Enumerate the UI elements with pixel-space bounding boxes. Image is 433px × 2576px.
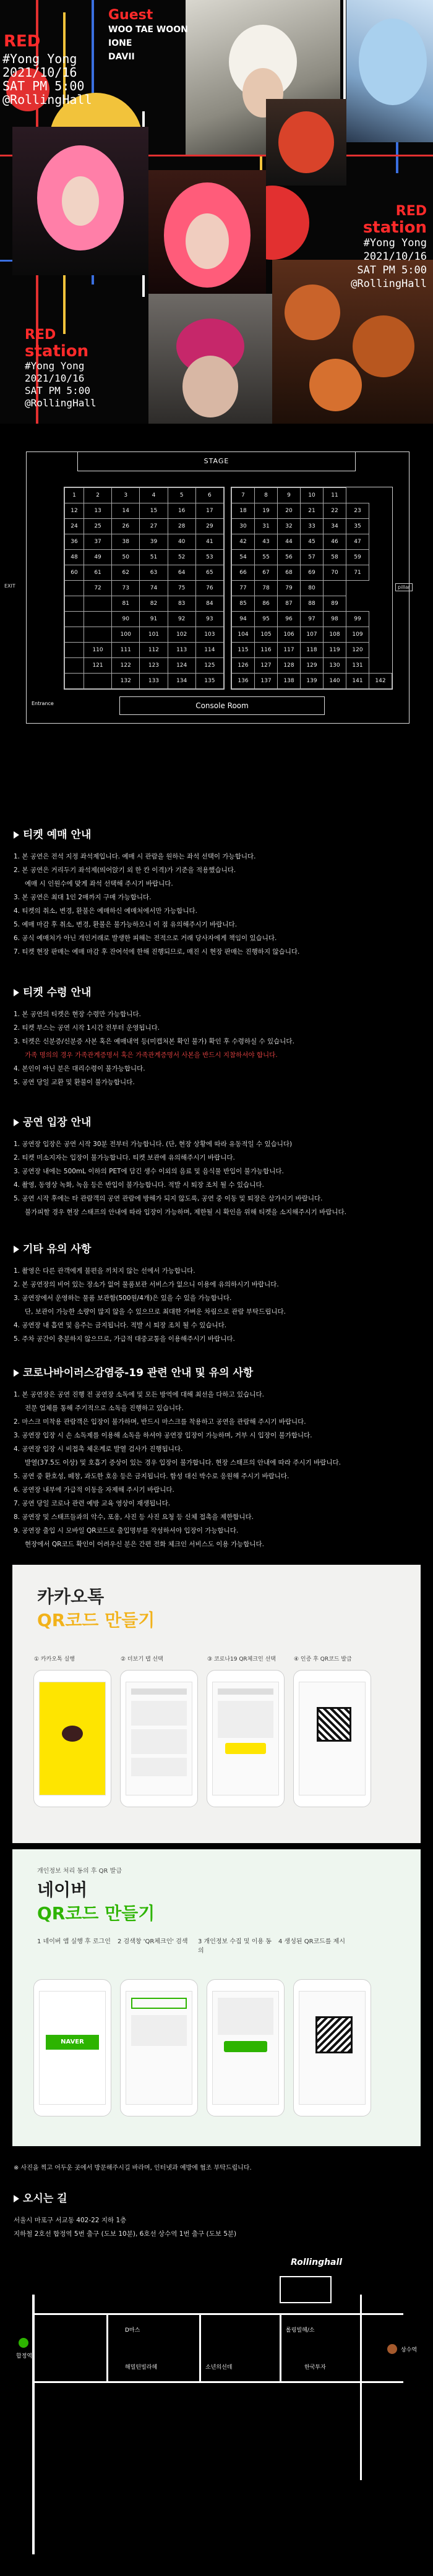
- notice-line: 2. 티켓 부스는 공연 시작 1시간 전부터 운영됩니다.: [14, 1024, 160, 1032]
- seat-cell: 97: [301, 612, 324, 627]
- seat-cell: 111: [112, 643, 140, 658]
- triangle-icon: [14, 1246, 19, 1253]
- seat-cell: 50: [112, 550, 140, 565]
- seat-cell: 92: [168, 612, 195, 627]
- seat-cell: 115: [232, 643, 255, 658]
- seat-block-left: [64, 487, 225, 690]
- notice-line: 1. 본 공연장은 공연 진행 전 공연장 소독에 및 모든 방역에 대해 최선을 다하고 있습니다.: [14, 1391, 264, 1398]
- notice-line: 1. 촬영은 다른 관객에게 불편을 끼치지 않는 선에서 가능합니다.: [14, 1267, 195, 1275]
- notice-line: 8. 공연장 및 스태프들과의 악수, 포옹, 사진 등 사진 요청 등 신체 접촉을 제한합니다.: [14, 1513, 254, 1521]
- seat-cell: 79: [278, 581, 301, 596]
- naver-logo: NAVER: [46, 2035, 99, 2050]
- seat-cell: 1: [65, 488, 84, 503]
- seat-cell: 134: [168, 674, 195, 689]
- seat-cell: 24: [65, 519, 84, 534]
- seat-cell: 40: [168, 534, 195, 550]
- seat-cell: 56: [278, 550, 301, 565]
- seat-cell: [65, 627, 84, 643]
- section-title: 기타 유의 사항: [14, 1240, 422, 1256]
- notice-line: 4. 공연장 입장 시 비접촉 체온계로 발열 검사가 진행됩니다.: [14, 1445, 183, 1453]
- map-label: 롤링빌헤/소: [286, 2327, 315, 2334]
- seat-cell: 71: [346, 565, 369, 581]
- seat-cell: 31: [255, 519, 278, 534]
- seat-cell: 51: [140, 550, 168, 565]
- map-label: 한국투자: [304, 2364, 326, 2371]
- seat-cell: 101: [140, 627, 168, 643]
- seat-cell: 139: [301, 674, 324, 689]
- seat-cell: 99: [346, 612, 369, 627]
- notice-note: ※ 사진을 찍고 어두운 곳에서 방문해주시길 바라며, 인터넷과 예방에 협조 부탁드립니다.: [14, 2165, 252, 2172]
- notice-line: 3. 공연장에서 운영하는 물품 보관함(500원/4개)은 있을 수 있을 가능합니다.: [14, 1294, 232, 1302]
- phone-mockup: [293, 1979, 371, 2116]
- seat-cell: 13: [84, 503, 111, 519]
- section-title: 코로나바이러스감염증-19 관련 안내 및 유의 사항: [14, 1364, 422, 1379]
- qr-code-icon: [317, 1707, 351, 1742]
- triangle-icon: [14, 831, 19, 839]
- pillar-label: pillar: [395, 583, 413, 591]
- notice-line: 4. 티켓의 취소, 변경, 환불은 예매하신 예매처에서만 가능합니다.: [14, 907, 197, 915]
- naver-subtitle: QR코드 만들기: [37, 1903, 155, 1923]
- seat-cell: 70: [324, 565, 346, 581]
- seat-cell: 14: [112, 503, 140, 519]
- notice-line: 5. 공연 당일 교환 및 환불이 불가능합니다.: [14, 1079, 135, 1086]
- notice-line: 3. 공연장 내에는 500mL 이하의 PET에 담긴 생수 이외의 음료 및 음식물 반입이 불가능합니다.: [14, 1168, 284, 1175]
- seat-cell: 36: [65, 534, 84, 550]
- phone-mockup: ① 카카오톡 실행: [33, 1670, 111, 1807]
- notice-line: 예매 시 인원수에 맞게 좌석 선택해 주시기 바랍니다.: [25, 880, 173, 888]
- notice-line: 2. 티켓 미소지자는 입장이 불가능합니다. 티켓 보관에 유의해주시기 바랍니다.: [14, 1154, 235, 1162]
- seat-cell: 130: [324, 658, 346, 674]
- seat-cell: 129: [301, 658, 324, 674]
- notice-line: 현장에서 QR코드 확인이 어려우신 분은 간편 전화 체크인 서비스도 이용 가능합니다.: [25, 1541, 264, 1548]
- seat-cell: 120: [346, 643, 369, 658]
- notice-line: 9. 공연장 출입 시 모바일 QR코드로 출입명부를 작성하셔야 입장이 가능합니다.: [14, 1527, 239, 1534]
- seat-cell: [84, 596, 111, 612]
- map-road: [199, 2313, 201, 2381]
- seat-cell: 30: [232, 519, 255, 534]
- seat-cell: 114: [195, 643, 223, 658]
- kakao-steps: [33, 1656, 371, 1807]
- seat-cell: 7: [232, 488, 255, 503]
- seat-cell: 81: [112, 596, 140, 612]
- address: 서울시 마포구 서교동 402-22 지하 1층: [14, 2217, 127, 2224]
- seat-cell: 127: [255, 658, 278, 674]
- seat-cell: 58: [324, 550, 346, 565]
- kakao-splash: [39, 1682, 106, 1795]
- notice-line: 불가피할 경우 현장 스태프의 안내에 따라 입장이 가능하며, 제한될 시 확인을 위해 티켓을 소지해주시기 바랍니다.: [25, 1209, 346, 1216]
- stage: STAGE: [77, 452, 356, 471]
- poster-right-block: RED station #Yong Yong 2021/10/16 SAT PM 5:00 @RollingHall: [351, 203, 427, 290]
- location-map: [14, 2239, 419, 2564]
- admission-section: [14, 983, 422, 1089]
- seat-cell: [84, 612, 111, 627]
- seat-cell: 121: [84, 658, 111, 674]
- seat-cell: 95: [255, 612, 278, 627]
- phone-screen: [212, 1682, 279, 1795]
- seat-cell: 117: [278, 643, 301, 658]
- seat-cell: 109: [346, 627, 369, 643]
- seat-cell: 123: [140, 658, 168, 674]
- map-road: [32, 2313, 403, 2315]
- seat-cell: 91: [140, 612, 168, 627]
- seat-cell: 105: [255, 627, 278, 643]
- guest-name: IONE: [108, 38, 132, 48]
- map-road: [360, 2295, 362, 2480]
- section-title: 티켓 예매 안내: [14, 826, 422, 841]
- seat-cell: 82: [140, 596, 168, 612]
- seat-cell: 124: [168, 658, 195, 674]
- seat-cell: 10: [301, 488, 324, 503]
- seat-cell: 84: [195, 596, 223, 612]
- map-road: [280, 2313, 281, 2381]
- seat-cell: 64: [168, 565, 195, 581]
- seat-cell: 98: [324, 612, 346, 627]
- notice-line: 6. 공연장 내부에 가급적 이동을 자제해 주시기 바랍니다.: [14, 1486, 174, 1494]
- seat-cell: 122: [112, 658, 140, 674]
- photo-pink-hair-2: [148, 170, 266, 300]
- seat-cell: 18: [232, 503, 255, 519]
- seat-cell: 94: [232, 612, 255, 627]
- seat-cell: 21: [301, 503, 324, 519]
- covid-section: [14, 1364, 422, 1551]
- notice-line: 5. 공연 중 환호성, 떼창, 과도한 호응 등은 금지됩니다. 함성 대신 박수로 응원해 주시기 바랍니다.: [14, 1473, 289, 1480]
- seat-cell: 32: [278, 519, 301, 534]
- seat-cell: 87: [278, 596, 301, 612]
- triangle-icon: [14, 2195, 19, 2202]
- phone-mockup: [207, 1979, 285, 2116]
- phone-screen: [299, 1682, 366, 1795]
- seat-cell: 102: [168, 627, 195, 643]
- phone-mockup: ④ 인증 후 QR코드 발급: [293, 1670, 371, 1807]
- seat-cell: 138: [278, 674, 301, 689]
- notice-line: 4. 본인이 아닌 분은 대리수령이 불가능합니다.: [14, 1065, 145, 1072]
- seat-cell: 8: [255, 488, 278, 503]
- seat-cell: 112: [140, 643, 168, 658]
- triangle-icon: [14, 989, 19, 996]
- subway-icon: [19, 2338, 28, 2348]
- notice-line: 1. 본 공연의 티켓은 현장 수령만 가능합니다.: [14, 1011, 141, 1018]
- section-title: 오시는 길: [14, 2189, 422, 2205]
- seat-block-right: [231, 487, 393, 690]
- seat-cell: [65, 596, 84, 612]
- qr-code-icon: [315, 2016, 353, 2053]
- seat-cell: 28: [168, 519, 195, 534]
- seat-cell: 9: [278, 488, 301, 503]
- seat-cell: 12: [65, 503, 84, 519]
- seat-cell: 61: [84, 565, 111, 581]
- seat-cell: 54: [232, 550, 255, 565]
- seat-cell: 11: [324, 488, 346, 503]
- seat-cell: 26: [112, 519, 140, 534]
- seat-cell: 15: [140, 503, 168, 519]
- entry-section: [14, 1113, 422, 1219]
- notice-line: 5. 예매 마감 후 취소, 변경, 환불은 불가능하오니 이 점 유의해주시기 바랍니다.: [14, 921, 238, 928]
- seat-cell: 62: [112, 565, 140, 581]
- seat-cell: 17: [195, 503, 223, 519]
- seat-cell: 76: [195, 581, 223, 596]
- photo-pink-hair-1: [12, 127, 148, 275]
- seat-cell: 66: [232, 565, 255, 581]
- seat-cell: 89: [324, 596, 346, 612]
- guest-box: [108, 7, 188, 64]
- map-label: 해밀턴빌라헤: [125, 2364, 158, 2371]
- seat-cell: 75: [168, 581, 195, 596]
- seat-cell: [84, 627, 111, 643]
- poster: [0, 0, 433, 424]
- phone-screen: [212, 1991, 279, 2105]
- entrance-label: Entrance: [32, 701, 54, 706]
- notice-line: 4. 공연장 내 흡연 및 음주는 금지됩니다. 적발 시 퇴장 조치 될 수 있습니다.: [14, 1322, 227, 1329]
- seat-cell: 74: [140, 581, 168, 596]
- seat-cell: 96: [278, 612, 301, 627]
- naver-qr-guide: [12, 1849, 421, 2146]
- seat-cell: 104: [232, 627, 255, 643]
- notice-line: 2. 본 공연은 거리두기 좌석제(띄어앉기 외 한 칸 이격)가 기준을 적용했습니다.: [14, 867, 236, 874]
- seat-cell: 60: [65, 565, 84, 581]
- triangle-icon: [14, 1369, 19, 1377]
- seat-cell: 20: [278, 503, 301, 519]
- phone-screen: [126, 1991, 192, 2105]
- seat-cell: 44: [278, 534, 301, 550]
- seat-cell: 41: [195, 534, 223, 550]
- phone-mockup: ③ 코로나19 QR체크인 선택: [207, 1670, 285, 1807]
- poster-bottom-block: RED station #Yong Yong 2021/10/16 SAT PM 5:00 @RollingHall: [25, 327, 96, 409]
- map-label: 소년의선데: [205, 2364, 233, 2371]
- kakao-qr-guide: [12, 1565, 421, 1843]
- seat-cell: [65, 643, 84, 658]
- seat-cell: 5: [168, 488, 195, 503]
- seat-cell: 90: [112, 612, 140, 627]
- naver-title: 네이버: [37, 1880, 88, 1900]
- seat-cell: 119: [324, 643, 346, 658]
- seat-cell: 93: [195, 612, 223, 627]
- seat-cell: 25: [84, 519, 111, 534]
- seat-cell: 52: [168, 550, 195, 565]
- seat-cell: 77: [232, 581, 255, 596]
- seat-cell: 85: [232, 596, 255, 612]
- photo-blue-hair: [346, 0, 433, 142]
- seat-cell: 128: [278, 658, 301, 674]
- seat-cell: 42: [232, 534, 255, 550]
- seat-cell: 125: [195, 658, 223, 674]
- seat-cell: 132: [112, 674, 140, 689]
- guest-label: Guest: [108, 7, 153, 23]
- seat-cell: 53: [195, 550, 223, 565]
- phone-mockup: [33, 1979, 111, 2116]
- seat-cell: 78: [255, 581, 278, 596]
- notice-line: 단, 보관이 가능한 소량이 많지 않을 수 있으므로 최대한 가벼운 차림으로 관람 부탁드립니다.: [25, 1308, 286, 1316]
- poster-top-title: RED: [4, 32, 41, 51]
- seat-cell: 22: [324, 503, 346, 519]
- seat-cell: 34: [324, 519, 346, 534]
- notice-line: 2. 본 공연장의 비어 있는 장소가 없어 물품보관 서비스가 없으니 이용에 유의하시기 바랍니다.: [14, 1281, 279, 1288]
- seat-cell: 67: [255, 565, 278, 581]
- seat-cell: 45: [301, 534, 324, 550]
- seat-cell: 126: [232, 658, 255, 674]
- seat-cell: 33: [301, 519, 324, 534]
- seat-cell: 118: [301, 643, 324, 658]
- location-section: [14, 2189, 422, 2241]
- seat-cell: 55: [255, 550, 278, 565]
- seat-cell: 27: [140, 519, 168, 534]
- seat-cell: 23: [346, 503, 369, 519]
- notice-line: 6. 공식 예매처가 아닌 개인거래로 발생한 피해는 전적으로 거래 당사자에게 책임이 있습니다.: [14, 935, 277, 942]
- seat-cell: 113: [168, 643, 195, 658]
- seat-cell: 72: [84, 581, 111, 596]
- seat-cell: 106: [278, 627, 301, 643]
- seat-cell: 133: [140, 674, 168, 689]
- notice-line: 4. 촬영, 동영상 녹화, 녹음 등은 반입이 불가능합니다. 적발 시 퇴장 조치 될 수 있습니다.: [14, 1181, 264, 1189]
- exit-label: EXIT: [4, 583, 15, 589]
- seat-cell: 86: [255, 596, 278, 612]
- seat-cell: 69: [301, 565, 324, 581]
- notice-line: 전문 업체를 통해 주기적으로 소독을 진행하고 있습니다.: [25, 1405, 184, 1412]
- seat-cell: 2: [84, 488, 111, 503]
- photo-red-hair: [266, 99, 346, 186]
- phone-mockup: ② 더보기 탭 선택: [120, 1670, 198, 1807]
- notice-line: 7. 티켓 현장 판매는 예매 마감 후 잔여석에 한해 진행되므로, 매진 시 현장 판매는 진행하지 않습니다.: [14, 948, 300, 956]
- phone-screen: [299, 1991, 366, 2105]
- seat-cell: 131: [346, 658, 369, 674]
- seat-cell: 59: [346, 550, 369, 565]
- seat-cell: 43: [255, 534, 278, 550]
- venue-marker: [280, 2276, 332, 2303]
- phone-screen: [39, 1991, 106, 2105]
- seat-cell: [65, 674, 84, 689]
- seat-cell: 38: [112, 534, 140, 550]
- phone-mockup: [120, 1979, 198, 2116]
- map-label: 상수역: [401, 2347, 418, 2353]
- seat-cell: 19: [255, 503, 278, 519]
- notice-line: 1. 본 공연은 전석 지정 좌석제입니다. 예매 시 관람을 원하는 좌석 선택이 가능합니다.: [14, 853, 256, 860]
- seat-cell: 108: [324, 627, 346, 643]
- poster-top-info: #Yong Yong 2021/10/16 SAT PM 5:00 @RollingHall: [2, 51, 92, 107]
- map-label: 합정역: [16, 2353, 33, 2360]
- guest-name: DAVII: [108, 52, 135, 62]
- other-section: [14, 1240, 422, 1346]
- seat-cell: 110: [84, 643, 111, 658]
- notice-line: 3. 공연장 입장 시 손 소독제를 이용해 소독을 하셔야 공연장 입장이 가능하며, 거부 시 입장이 불가합니다.: [14, 1432, 312, 1439]
- seat-cell: 68: [278, 565, 301, 581]
- seat-cell: 48: [65, 550, 84, 565]
- seat-cell: 103: [195, 627, 223, 643]
- notice-line: 1. 공연장 입장은 공연 시작 30분 전부터 가능합니다. (단, 현장 상황에 따라 유동적일 수 있습니다): [14, 1140, 293, 1148]
- photo-cap: [148, 294, 272, 424]
- notice-line: 발열(37.5도 이상) 및 호흡기 증상이 있는 경우 입장이 불가합니다. 현장 스태프의 안내에 따라 주시기 바랍니다.: [25, 1459, 341, 1466]
- seat-cell: 135: [195, 674, 223, 689]
- phone-screen: [126, 1682, 192, 1795]
- seat-cell: 47: [346, 534, 369, 550]
- seat-cell: 4: [140, 488, 168, 503]
- notice-line: 5. 주차 공간이 충분하지 않으므로, 가급적 대중교통을 이용해주시기 바랍니다.: [14, 1335, 235, 1343]
- seat-cell: 3: [112, 488, 140, 503]
- seating-chart: [0, 439, 433, 875]
- seat-cell: 49: [84, 550, 111, 565]
- naver-caption: 개인정보 처리 동의 후 QR 발급: [37, 1868, 122, 1875]
- seat-cell: [324, 581, 346, 596]
- seat-cell: 141: [346, 674, 369, 689]
- seat-cell: 63: [140, 565, 168, 581]
- seat-cell: 16: [168, 503, 195, 519]
- notice-line: 7. 공연 당일 코로나 관련 예방 교육 영상이 재생됩니다.: [14, 1500, 171, 1507]
- seat-cell: 46: [324, 534, 346, 550]
- seat-cell: 116: [255, 643, 278, 658]
- notice-line: 가족 명의의 경우 가족관계증명서 혹은 가족관계증명서 사본을 반드시 지참하셔야 합니다.: [25, 1051, 278, 1059]
- map-road: [32, 2295, 35, 2554]
- section-title: 공연 입장 안내: [14, 1113, 422, 1129]
- seat-cell: 29: [195, 519, 223, 534]
- seat-cell: 65: [195, 565, 223, 581]
- seat-cell: 83: [168, 596, 195, 612]
- seat-cell: 37: [84, 534, 111, 550]
- notice-line: 2. 마스크 미착용 관람객은 입장이 불가하며, 반드시 마스크를 착용하고 공연을 관람해 주시기 바랍니다.: [14, 1418, 306, 1426]
- triangle-icon: [14, 1119, 19, 1126]
- venue-name: Rollinghall: [291, 2257, 343, 2267]
- seat-cell: 140: [324, 674, 346, 689]
- kakao-subtitle: QR코드 만들기: [37, 1610, 155, 1630]
- naver-steps: [33, 1979, 371, 2116]
- naver-step-labels: 1 네이버 앱 실행 후 로그인 2 검색창 'QR체크인' 검색 3 개인정보 수집 및 이용 동의 4 생성된 QR코드를 제시: [37, 1938, 345, 1954]
- seat-cell: 107: [301, 627, 324, 643]
- map-road: [32, 2381, 403, 2383]
- notice-line: 3. 본 공연은 최대 1인 2매까지 구매 가능합니다.: [14, 894, 152, 901]
- seat-cell: 57: [301, 550, 324, 565]
- seat-cell: 100: [112, 627, 140, 643]
- seat-cell: 80: [301, 581, 324, 596]
- seat-cell: 6: [195, 488, 223, 503]
- seat-cell: [84, 674, 111, 689]
- seat-cell: 73: [112, 581, 140, 596]
- console-room: Console Room: [119, 696, 325, 715]
- ticket-section: [14, 826, 422, 959]
- guest-name: WOO TAE WOON: [108, 25, 188, 35]
- map-label: D마스: [125, 2327, 140, 2334]
- seat-cell: [65, 612, 84, 627]
- section-title: 티켓 수령 안내: [14, 983, 422, 999]
- seat-cell: 88: [301, 596, 324, 612]
- seat-cell: [65, 658, 84, 674]
- seat-cell: 137: [255, 674, 278, 689]
- map-road: [106, 2313, 108, 2381]
- subway-icon: [387, 2344, 397, 2354]
- notice-line: 3. 티켓은 신분증/신분증 사본 혹은 예매내역 등(미캡처본 확인 불가) 확인 후 수령하실 수 있습니다.: [14, 1038, 294, 1045]
- seat-cell: 35: [346, 519, 369, 534]
- directions: 지하철 2호선 합정역 5번 출구 (도보 10분), 6호선 상수역 1번 출구 (도보 5분): [14, 2230, 237, 2238]
- seat-cell: 136: [232, 674, 255, 689]
- seat-cell: 142: [369, 674, 392, 689]
- seat-cell: 39: [140, 534, 168, 550]
- seating-frame: [4, 451, 410, 724]
- kakao-title: 카카오톡: [37, 1586, 105, 1607]
- notice-line: 5. 공연 시작 후에는 타 관람객의 공연 관람에 방해가 되지 않도록, 공연 중 이동 및 퇴장은 삼가시기 바랍니다.: [14, 1195, 323, 1202]
- seat-cell: [65, 581, 84, 596]
